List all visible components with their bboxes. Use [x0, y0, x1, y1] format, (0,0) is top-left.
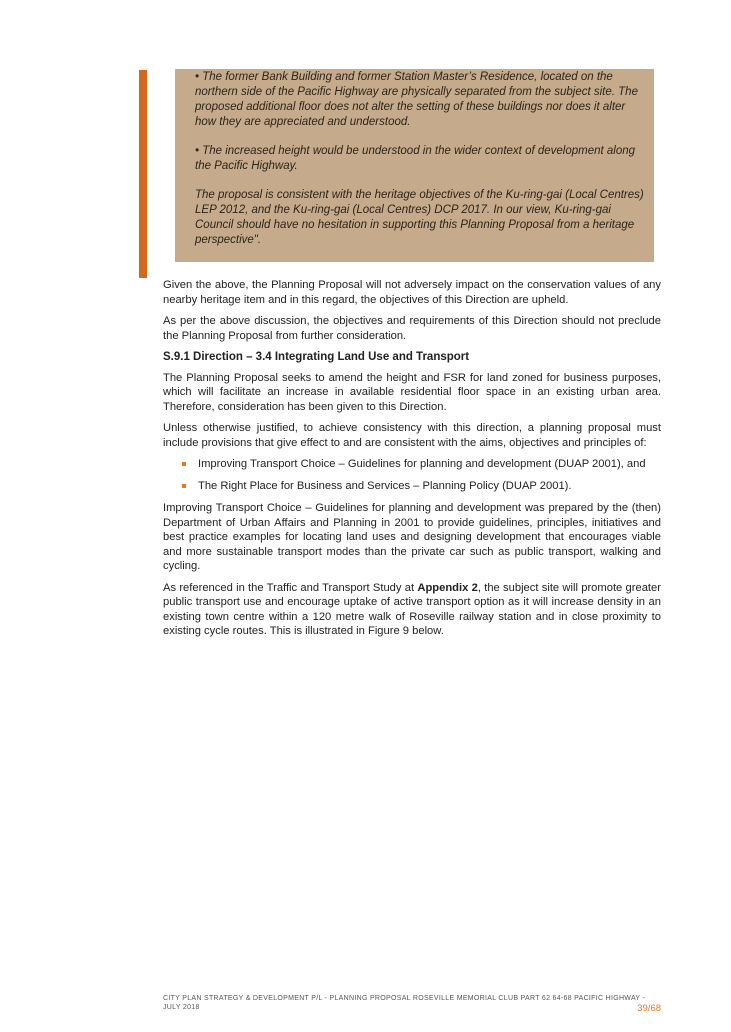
bullet-icon: [182, 484, 186, 488]
quote-paragraph-2: • The increased height would be understood in the wider context of development along the Pacific Highway.: [195, 145, 636, 172]
page-number: 39/68: [637, 1003, 661, 1014]
list-item: Improving Transport Choice – Guidelines for planning and development (DUAP 2001), and: [198, 457, 661, 472]
section-heading: S.9.1 Direction – 3.4 Integrating Land Use and Transport: [163, 351, 470, 363]
body-paragraph-4: Unless otherwise justified, to achieve consistency with this direction, a planning proposal must include provisions that give effect to and are consistent with the aims, objectives and principles of:: [163, 422, 661, 449]
bullet-list: [163, 457, 661, 493]
quote-paragraph-3: The proposal is consistent with the heritage objectives of the Ku-ring-gai (Local Centres) LEP 2012, and the Ku-ring-gai (Local Centres) DCP 2017. In our view, Ku-ring-gai Council should have no hesitation in supporting this Planning Proposal from a heritage perspective".: [195, 189, 644, 246]
heritage-quote-box: [175, 69, 654, 262]
body-paragraph-5: Improving Transport Choice – Guidelines for planning and development was prepared by the (then) Department of Urban Affairs and Planning in 2001 to provide guidelines, principles, initiatives and best practice examples for locating land uses and designing development that encourages viable and more sustainable transport modes than the private car such as public transport, walking and cycling.: [163, 502, 661, 572]
body-paragraph-1: Given the above, the Planning Proposal will not adversely impact on the conservation values of any nearby heritage item and in this regard, the objectives of this Direction are upheld.: [163, 279, 661, 306]
list-item: The Right Place for Business and Services – Planning Policy (DUAP 2001).: [198, 479, 661, 494]
body-paragraph-2: As per the above discussion, the objectives and requirements of this Direction should not preclude the Planning Proposal from further consideration.: [163, 315, 661, 342]
body-paragraph-6: As referenced in the Traffic and Transport Study at Appendix 2, the subject site will promote greater public transport use and encourage uptake of active transport option as it will increase density in an existing town centre within a 120 metre walk of Roseville railway station and in close proximity to existing cycle routes. This is illustrated in Figure 9 below.: [163, 581, 661, 637]
quote-paragraph-1: • The former Bank Building and former Station Master’s Residence, located on the northern side of the Pacific Highway are physically separated from the subject site. The proposed additional floor does not alter the setting of these buildings nor does it alter how they are appreciated and understood.: [195, 71, 638, 128]
body-paragraph-3: The Planning Proposal seeks to amend the height and FSR for land zoned for business purposes, which will facilitate an increase in available residential floor space in an existing urban area. Therefore, consideration has been given to this Direction.: [163, 371, 661, 413]
page-footer: CITY PLAN STRATEGY & DEVELOPMENT P/L - PLANNING PROPOSAL ROSEVILLE MEMORIAL CLUB PART 62 64-68 PACIFIC HIGHWAY - JULY 2018: [163, 995, 646, 1011]
appendix-reference: Appendix 2: [417, 581, 478, 594]
side-accent-bar: [139, 70, 147, 278]
bullet-icon: [182, 462, 186, 466]
main-body: [163, 278, 661, 646]
